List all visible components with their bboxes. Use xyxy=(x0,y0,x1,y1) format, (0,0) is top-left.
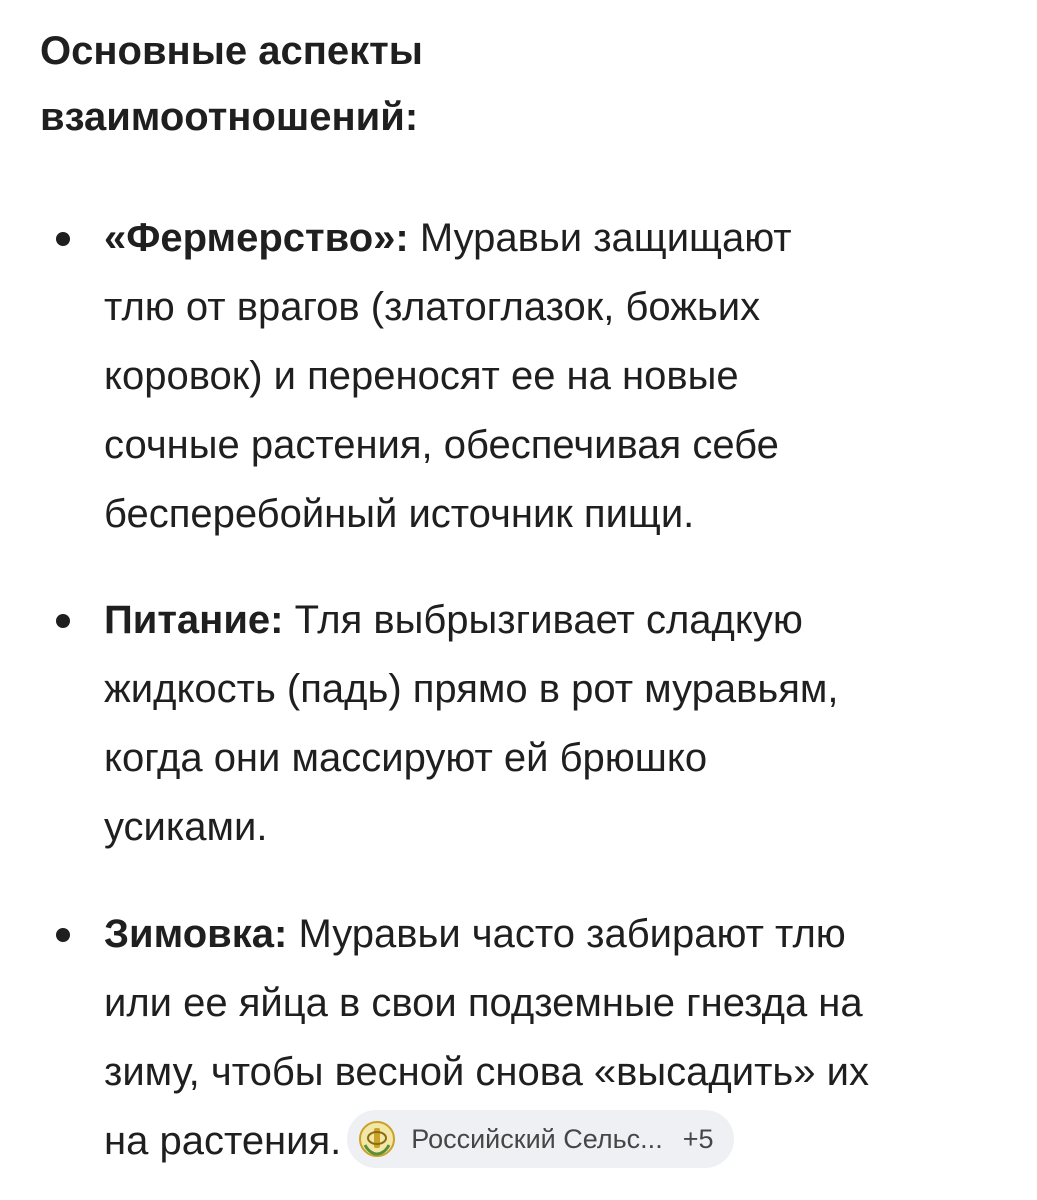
item-text: или ее яйца в свои подземные гнезда на xyxy=(104,981,863,1025)
item-text: сочные растения, обеспечивая себе xyxy=(104,423,779,467)
item-text: бесперебойный источник пищи. xyxy=(104,492,695,536)
heading-line-2: взаимоотношений: xyxy=(40,95,419,139)
item-text: тлю от врагов (златоглазок, божьих xyxy=(104,285,761,329)
item-term: Зимовка: xyxy=(104,912,288,956)
item-text: Муравьи защищают xyxy=(408,216,792,260)
item-text: Тля выбрызгивает сладкую xyxy=(283,598,803,642)
list-item xyxy=(104,204,1004,549)
item-text: когда они массируют ей брюшко xyxy=(104,736,708,780)
item-text: коровок) и переносят ее на новые xyxy=(104,354,739,398)
heading-line-1: Основные аспекты xyxy=(40,29,423,73)
ministry-emblem-icon xyxy=(357,1119,397,1159)
source-chip[interactable] xyxy=(347,1110,733,1168)
bullet-icon xyxy=(56,928,70,942)
item-text: на растения. xyxy=(104,1119,342,1163)
item-term: Питание: xyxy=(104,598,284,642)
section-heading xyxy=(40,18,940,150)
list-item xyxy=(104,900,1004,1176)
source-label: Российский Сельс... xyxy=(411,1124,663,1155)
item-text: Муравьи часто забирают тлю xyxy=(287,912,846,956)
bullet-icon xyxy=(56,232,70,246)
bullet-icon xyxy=(56,614,70,628)
source-count: +5 xyxy=(682,1124,714,1155)
item-text: усиками. xyxy=(104,805,268,849)
item-term: «Фермерство»: xyxy=(104,216,409,260)
item-text: жидкость (падь) прямо в рот муравьям, xyxy=(104,667,839,711)
list-item xyxy=(104,586,1004,862)
item-text: зиму, чтобы весной снова «высадить» их xyxy=(104,1050,869,1094)
